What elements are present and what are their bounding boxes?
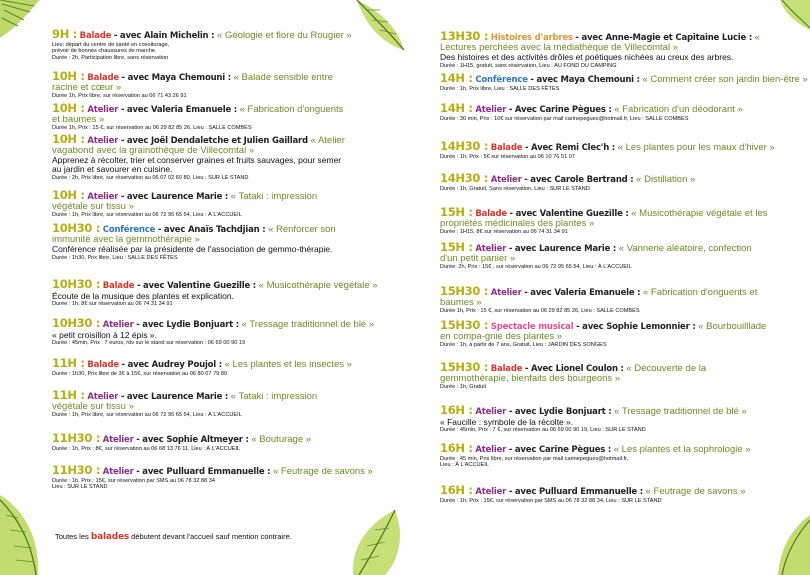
event-title: « Distillation » bbox=[636, 174, 696, 185]
event-header bbox=[52, 223, 342, 244]
event-time: 10H30 : bbox=[52, 277, 101, 291]
event-entry bbox=[52, 223, 342, 262]
event-detail-line: Durée 1h, Prix : 15 €, sur réservation au 06 29 82 85 26, Lieu : SALLE COMBES bbox=[52, 125, 252, 131]
event-time: 14H30 : bbox=[440, 171, 489, 185]
event-type: Conférence bbox=[102, 225, 156, 235]
event-host: - avec Maya Chemouni : bbox=[530, 75, 640, 85]
event-header bbox=[440, 362, 770, 383]
event-entry bbox=[440, 71, 808, 92]
event-detail-line: Durée : 1h, 8€ sur réservation au 06 74 31 34 91 bbox=[52, 301, 173, 308]
event-host: - avec Carine Pègues : bbox=[508, 445, 612, 455]
event-header bbox=[440, 242, 760, 263]
event-note: Conférence réalisée par la présidente de l'association de gemmo-thérapie. bbox=[52, 244, 333, 254]
event-title: « Fabrication d'un déodorant » bbox=[614, 104, 743, 115]
event-title: « Musicothérapie végétale et les propriétés médicinales des plantes » bbox=[440, 208, 768, 229]
event-title: « Atelier vagabond avec la grainothèque de Villecomtal » bbox=[52, 135, 345, 156]
event-detail-line: Durée : 1h, Gratuit bbox=[440, 384, 487, 390]
event-header bbox=[52, 433, 352, 445]
event-details bbox=[52, 371, 352, 378]
event-type: Atelier bbox=[87, 192, 119, 202]
event-detail-line: Durée : 45min, Prix : 7 euros, rdv sur le stand sur réservation : 06 69 00 90 19 bbox=[52, 340, 246, 347]
event-details bbox=[440, 186, 785, 193]
event-details bbox=[52, 255, 342, 262]
event-entry bbox=[440, 103, 785, 122]
event-host: - Avec Lionel Coulon : bbox=[524, 364, 624, 374]
event-time: 10H : bbox=[52, 132, 85, 146]
event-type: Spectacle musical bbox=[490, 322, 574, 332]
event-detail-line: Durée : 2h, Prix libre, sur réservation au 06 07 02 60 80, Lieu : SUR LE STAND bbox=[52, 174, 249, 181]
event-header bbox=[52, 134, 352, 155]
event-detail-line: Durée : 1h, Prix libre, sur réservation au 06 72 95 65 54, Lieu : À L'ACCUEIL bbox=[52, 212, 242, 218]
event-time: 14H : bbox=[440, 71, 473, 85]
event-entry bbox=[440, 173, 785, 192]
event-header bbox=[440, 405, 785, 417]
event-entry bbox=[440, 485, 785, 504]
event-time: 15H : bbox=[440, 240, 473, 254]
event-host: - avec Laurence Marie : bbox=[508, 244, 617, 254]
event-details bbox=[440, 456, 785, 469]
event-type: Atelier bbox=[475, 407, 507, 417]
event-header bbox=[52, 190, 352, 211]
event-host: - avec Pulluard Emmanuelle : bbox=[508, 487, 643, 497]
event-time: 15H : bbox=[440, 205, 473, 219]
event-title: « Bourbouilllade en compa-gnie des plantes » bbox=[440, 321, 767, 342]
event-title: « Géologie et flore du Rougier » bbox=[217, 30, 352, 41]
event-type: Balade bbox=[490, 364, 523, 374]
event-entry bbox=[52, 190, 352, 219]
event-title: « Tataki : impression végétale sur tissu » bbox=[52, 191, 318, 212]
event-entry bbox=[52, 29, 352, 62]
event-header bbox=[52, 463, 373, 477]
event-details bbox=[52, 212, 352, 219]
event-time: 10H : bbox=[52, 69, 85, 83]
event-header bbox=[52, 358, 352, 370]
event-type: Atelier bbox=[87, 392, 119, 402]
event-detail-line: Durée : 1H15, 8€ sur réservation au 06 74 31 34 91 bbox=[440, 229, 568, 235]
event-detail-line: prévoir de bonnes chaussures de marche. bbox=[52, 48, 157, 55]
event-entry bbox=[52, 463, 373, 491]
event-time: 15H30 : bbox=[440, 360, 489, 374]
event-title: « Feutrage de savons » bbox=[645, 486, 746, 497]
event-type: Atelier bbox=[475, 445, 507, 455]
event-header bbox=[440, 207, 770, 228]
event-time: 9H : bbox=[52, 27, 78, 41]
event-detail-line: Durée : 1h, Prix : 15€, sur réservation par SMS au 06 78 32 88 34 bbox=[52, 477, 215, 484]
event-type: Balade bbox=[490, 143, 523, 153]
event-detail-line: Durée: 2h, Prix : 15€ , sur réservation au 06 72 95 65 54, Lieu : À L'ACCUEIL bbox=[440, 264, 632, 270]
event-type: Histoires d'arbres bbox=[490, 33, 573, 43]
event-details bbox=[440, 384, 770, 391]
event-time: 11H : bbox=[52, 388, 85, 402]
event-title: « Les plantes et la sophrologie » bbox=[613, 444, 751, 455]
event-time: 10H : bbox=[52, 188, 85, 202]
event-entry bbox=[52, 390, 342, 419]
event-time: 10H : bbox=[52, 101, 85, 115]
event-entry bbox=[440, 242, 760, 271]
event-details bbox=[52, 446, 352, 453]
event-detail-line: Lieu : SUR LE STAND bbox=[52, 484, 108, 491]
event-note: Des histoires et des activités drôles et poétiques nichées au creux des arbres. bbox=[440, 52, 734, 62]
event-time: 14H30 : bbox=[440, 139, 489, 153]
event-type: Balade bbox=[87, 73, 119, 83]
event-detail-line: Durée 1h, Prix : 15 €, sur réservation au 06 29 82 85 26, Lieu : SALLE COMBES bbox=[440, 308, 640, 314]
event-detail-line: Durée : 1h, Prix libre, sur réservation au 06 72 95 65 54, Lieu : À L'ACCUEIL bbox=[52, 412, 242, 418]
event-detail-line: Durée : 1h, Prix libre, Lieu : SALLE DES FÊTES bbox=[440, 85, 560, 92]
event-detail-line: Durée : 1h, Prix : 8€, sur réservation au 06 68 13 76 11, Lieu : À L'ACCUEIL bbox=[52, 445, 241, 452]
event-title: « Musicothérapie végétale » bbox=[258, 280, 378, 291]
leaf-bottom-right-decoration bbox=[760, 515, 810, 575]
event-details bbox=[440, 154, 785, 161]
event-header bbox=[440, 31, 785, 52]
event-details bbox=[52, 175, 352, 182]
event-detail-line: Durée : 45 min, Prix libre, sur réservation par mail carinepegues@hotmail.fr, bbox=[440, 455, 629, 462]
event-time: 16H : bbox=[440, 483, 473, 497]
event-title: « Fabrication d'onguents et baumes » bbox=[440, 287, 758, 308]
footer-after: débutent devant l'accueil sauf mention contraire. bbox=[131, 532, 292, 541]
event-host: - avec Laurence Marie : bbox=[120, 192, 229, 202]
event-detail-line: Lieu: départ du centre de santé en covoiturage, bbox=[52, 41, 170, 48]
event-details bbox=[52, 301, 352, 308]
leaf-top-middle-decoration bbox=[352, 0, 407, 55]
event-header bbox=[52, 71, 352, 92]
event-host: - avec Lydie Bonjuart : bbox=[508, 407, 612, 417]
event-entry bbox=[52, 316, 375, 347]
event-header bbox=[440, 141, 785, 153]
event-detail-line: Durée : 1h, Prix : 5€ sur réservation au 06 10 76 51 07 bbox=[440, 153, 575, 160]
event-title: « Balade sensible entre racine et cœur » bbox=[52, 72, 333, 93]
event-detail-line: Durée : 1h, Gratuit, Sans réservation, Lieu : SUR LE STAND bbox=[440, 185, 590, 192]
event-details bbox=[440, 342, 770, 349]
event-title: « Bouturage » bbox=[251, 434, 312, 445]
event-type: Conférence bbox=[475, 75, 528, 85]
event-note: Écoute de la musique des plantes et explication. bbox=[52, 290, 234, 301]
footer-note bbox=[55, 532, 292, 542]
leaf-bottom-middle-decoration bbox=[345, 500, 415, 575]
event-entry bbox=[440, 286, 785, 315]
event-detail-line: Durée : 1h, Prix : 15€, sur réservation par SMS au 06 78 32 88 34, Lieu : SUR LE STAND bbox=[440, 497, 662, 504]
event-header bbox=[440, 71, 808, 85]
event-title: « Vannerie aléatoire, confection d'un petit panier » bbox=[440, 243, 752, 264]
event-entry bbox=[52, 103, 352, 132]
event-host: - avec Lydie Bonjuart : bbox=[136, 320, 239, 330]
event-entry bbox=[440, 405, 785, 434]
event-header bbox=[52, 103, 352, 124]
event-host: - avec Carole Bertrand : bbox=[524, 175, 634, 185]
event-header bbox=[440, 443, 785, 455]
event-details bbox=[440, 86, 785, 93]
event-title: « Découverte de la gemmothérapie, bienfaits des bourgeons » bbox=[440, 363, 707, 384]
event-host: - avec Anne-Magie et Capitaine Lucie : bbox=[575, 33, 753, 43]
event-time: 16H : bbox=[440, 403, 473, 417]
event-details bbox=[52, 340, 352, 347]
event-time: 13H30 : bbox=[440, 29, 489, 43]
event-title: « Comment créer son jardin bien-être » bbox=[642, 74, 808, 85]
event-detail-line: Durée : 45min, Prix : 7 €, sur réservation au 06 69 00 90 19, Lieu : SUR LE STAND bbox=[440, 427, 646, 434]
event-host: - avec Sophie Lemonnier : bbox=[576, 322, 696, 332]
event-time: 11H : bbox=[52, 356, 85, 370]
event-host: - avec Laurence Marie : bbox=[120, 392, 229, 402]
event-details bbox=[440, 498, 785, 505]
event-entry bbox=[440, 141, 785, 160]
event-header bbox=[440, 173, 785, 185]
event-details bbox=[52, 93, 352, 100]
event-entry bbox=[52, 277, 378, 308]
leaf-bottom-left-decoration bbox=[0, 480, 45, 575]
event-note: « Faucille : symbole de la récolte ». bbox=[440, 416, 574, 427]
event-entry bbox=[52, 358, 352, 377]
event-type: Atelier bbox=[87, 105, 119, 115]
event-time: 10H30 : bbox=[52, 221, 101, 235]
event-title: « Les plantes et les insectes » bbox=[224, 359, 352, 370]
event-details bbox=[440, 116, 785, 123]
event-type: Atelier bbox=[475, 487, 507, 497]
event-host: - Avec Carine Pègues : bbox=[508, 105, 612, 115]
event-details bbox=[52, 412, 342, 419]
event-detail-line: Durée : 1H15, gratuit, sans réservation, Lieu : AU FOND DU CAMPING bbox=[440, 62, 617, 69]
event-note: Apprenez à récolter, trier et conserver graines et fruits sauvages, pour semer au jardin et savourer en cuisine. bbox=[52, 155, 342, 174]
event-type: Atelier bbox=[102, 320, 134, 330]
event-header bbox=[52, 29, 352, 41]
event-type: Balade bbox=[87, 360, 119, 370]
event-title: « Tressage traditionnel de blé » bbox=[241, 319, 375, 330]
event-title: « Lectures perchées avec la médiathèque de Villecomtal » bbox=[440, 32, 760, 53]
event-header bbox=[52, 390, 342, 411]
event-entry bbox=[52, 433, 352, 452]
event-details bbox=[440, 427, 785, 434]
event-details bbox=[52, 125, 352, 132]
event-detail-line: Lieu : À L'ACCUEIL bbox=[440, 462, 489, 469]
event-host: - avec Audrey Poujol : bbox=[121, 360, 222, 370]
event-detail-line: Durée 1h, Prix libre, sur réservation au 06 71 43 26 91 bbox=[52, 93, 187, 99]
event-entry bbox=[440, 31, 785, 70]
event-time: 11H30 : bbox=[52, 431, 101, 445]
leaf-top-right-decoration bbox=[770, 0, 810, 35]
event-detail-line: Durée : 30 min, Prix : 10€ sur réservation par mail carinepegues@hotmail.fr, Lieu : SALLE COMBES bbox=[440, 115, 689, 122]
event-header bbox=[52, 316, 375, 330]
event-entry bbox=[52, 134, 352, 182]
event-type: Atelier bbox=[102, 467, 134, 477]
event-entry bbox=[440, 362, 770, 391]
event-header bbox=[440, 485, 785, 497]
event-details bbox=[52, 42, 352, 62]
event-title: « Tataki : impression végétale sur tissu » bbox=[52, 391, 318, 412]
event-type: Atelier bbox=[475, 105, 507, 115]
event-type: Balade bbox=[475, 209, 507, 219]
event-time: 11H30 : bbox=[52, 463, 101, 477]
event-title: « Fabrication d'onguents et baumes » bbox=[52, 104, 344, 125]
event-entry bbox=[440, 443, 785, 469]
event-details bbox=[440, 264, 760, 271]
event-time: 15H30 : bbox=[440, 318, 489, 332]
event-entry bbox=[52, 71, 352, 100]
event-details bbox=[52, 478, 352, 491]
event-detail-line: Durée : 2h, Participation libre, sans réservation bbox=[52, 54, 169, 61]
event-type: Balade bbox=[102, 281, 135, 291]
event-host: - avec Valeria Emanuele : bbox=[524, 288, 641, 298]
event-type: Atelier bbox=[87, 136, 119, 146]
event-time: 16H : bbox=[440, 441, 473, 455]
footer-before: Toutes les bbox=[55, 532, 89, 541]
event-details bbox=[440, 229, 770, 236]
event-header bbox=[440, 286, 785, 307]
event-host: - avec Valeria Emanuele : bbox=[120, 105, 237, 115]
event-details bbox=[440, 63, 785, 70]
footer-word: balades bbox=[90, 532, 130, 542]
event-title: « Les plantes pour les maux d'hiver » bbox=[617, 142, 775, 153]
event-entry bbox=[440, 207, 770, 236]
event-host: - avec Valentine Guezille : bbox=[509, 209, 629, 219]
event-details bbox=[440, 308, 785, 315]
event-note: « petit croisillon à 12 épis ». bbox=[52, 329, 157, 340]
event-time: 15H30 : bbox=[440, 284, 489, 298]
event-header bbox=[52, 277, 378, 291]
event-type: Atelier bbox=[490, 288, 522, 298]
event-type: Atelier bbox=[102, 435, 134, 445]
event-host: - avec Joël Dendaletche et Julien Gaillard bbox=[120, 136, 308, 146]
event-type: Balade bbox=[79, 31, 112, 41]
event-host: - avec Anaïs Tachdjian : bbox=[157, 225, 266, 235]
event-detail-line: Durée : 1h, à partir de 7 ans, Gratuit, Lieu : JARDIN DES SONGES bbox=[440, 342, 607, 348]
event-host: - avec Sophie Altmeyer : bbox=[136, 435, 249, 445]
event-title: « Renforcer son immunité avec la gemmothérapie » bbox=[52, 224, 336, 245]
event-type: Atelier bbox=[475, 244, 507, 254]
event-title: « Tressage traditionnel de blé » bbox=[614, 406, 747, 417]
event-detail-line: Durée : 1h30, Prix libre de 3€ à 15€, sur réservation au 06 80 07 79 80 bbox=[52, 370, 228, 377]
leaf-top-left-decoration bbox=[0, 0, 45, 45]
event-entry bbox=[440, 320, 770, 349]
event-time: 14H : bbox=[440, 101, 473, 115]
event-host: - avec Alain Michelin : bbox=[113, 31, 215, 41]
event-time: 10H30 : bbox=[52, 316, 101, 330]
event-header bbox=[440, 103, 785, 115]
event-host: - Avec Remi Clec'h : bbox=[524, 143, 616, 153]
event-type: Atelier bbox=[490, 175, 522, 185]
event-host: - avec Maya Chemouni : bbox=[121, 73, 231, 83]
event-detail-line: Durée : 1h30, Prix libre, Lieu : SALLE DES FÊTES bbox=[52, 254, 178, 261]
event-title: « Feutrage de savons » bbox=[273, 466, 373, 477]
event-host: - avec Pulluard Emmanuelle : bbox=[136, 467, 271, 477]
event-host: - avec Valentine Guezille : bbox=[136, 281, 256, 291]
event-header bbox=[440, 320, 770, 341]
